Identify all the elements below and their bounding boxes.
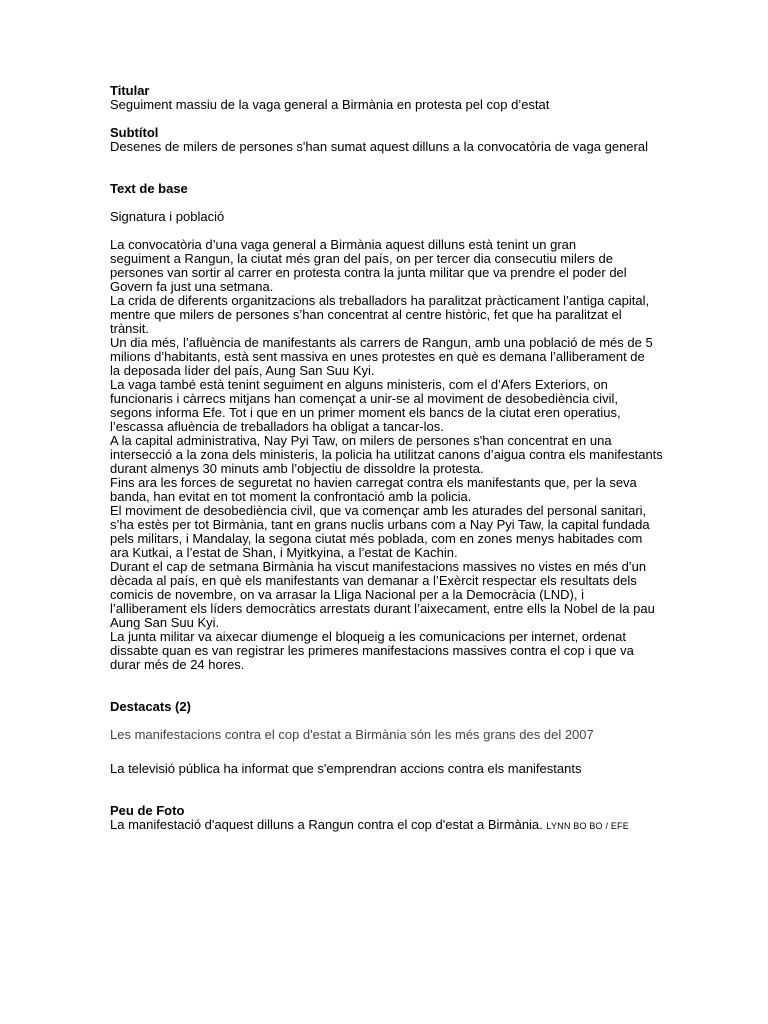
peu-de-foto-label: Peu de Foto <box>110 803 185 818</box>
spacer <box>110 224 670 238</box>
body-line: La junta militar va aixecar diumenge el bloqueig a les comunicacions per internet, ordenat <box>110 629 626 644</box>
body-line: seguiment a Rangun, la ciutat més gran del país, on per tercer dia consecutiu milers de <box>110 251 613 266</box>
body-line: Fins ara les forces de seguretat no havien carregat contra els manifestants que, per la seva <box>110 475 637 490</box>
signatura-text: Signatura i població <box>110 209 225 224</box>
body-line: segons informa Efe. Tot i que en un primer moment els bancs de la ciutat eren operatius, <box>110 405 621 420</box>
body-line: A la capital administrativa, Nay Pyi Taw, on milers de persones s'han concentrat en una <box>110 433 612 448</box>
titular-text: Seguiment massiu de la vaga general a Birmània en protesta pel cop d’estat <box>110 97 550 112</box>
body-line: milions d’habitants, està sent massiva en unes protestes en què es demana l’alliberament de <box>110 349 645 364</box>
spacer <box>110 742 670 762</box>
body-line: Aung San Suu Kyi. <box>110 615 220 630</box>
body-text <box>110 238 670 672</box>
titular-label: Titular <box>110 83 150 98</box>
body-line: la deposada líder del país, Aung San Suu Kyi. <box>110 363 375 378</box>
body-line: El moviment de desobediència civil, que va començar amb les aturades del personal sanitari, <box>110 503 647 518</box>
body-line: Govern fa just una setmana. <box>110 279 274 294</box>
body-line: Durant el cap de setmana Birmània ha viscut manifestacions massives no vistes en més d’un <box>110 559 647 574</box>
body-line: durant almenys 30 minuts amb l’objectiu de dissoldre la protesta. <box>110 461 484 476</box>
body-line: La vaga també està tenint seguiment en alguns ministeris, com el d’Afers Exteriors, on <box>110 377 608 392</box>
peu-de-foto-line <box>110 818 670 833</box>
spacer <box>110 112 670 126</box>
document-page <box>110 84 670 833</box>
body-line: persones van sortir al carrer en protesta contra la junta militar que va prendre el poder del <box>110 265 627 280</box>
destacats-label: Destacats (2) <box>110 699 191 714</box>
body-line: dissabte quan es van registrar les primeres manifestacions massives contra el cop i que va <box>110 643 634 658</box>
body-line: pels militars, i Mandalay, la segona ciutat més poblada, com en zones menys habitades com <box>110 531 643 546</box>
subtitol-text: Desenes de milers de persones s'han sumat aquest dilluns a la convocatòria de vaga general <box>110 139 648 154</box>
spacer <box>110 714 670 728</box>
spacer <box>110 196 670 210</box>
subtitol-label: Subtítol <box>110 125 159 140</box>
body-line: La convocatòria d’una vaga general a Birmània aquest dilluns està tenint un gran <box>110 237 577 252</box>
spacer <box>110 154 670 182</box>
destacat-item: La televisió pública ha informat que s'emprendran accions contra els manifestants <box>110 761 582 776</box>
spacer <box>110 672 670 700</box>
destacat-item: Les manifestacions contra el cop d'estat a Birmània són les més grans des del 2007 <box>110 727 594 742</box>
body-line: l’alliberament els líders democràtics arrestats durant l’aixecament, entre ells la Nobel de la pau <box>110 601 655 616</box>
body-line: trànsit. <box>110 321 150 336</box>
body-line: l’escassa afluència de treballadors ha obligat a tancar-los. <box>110 419 444 434</box>
body-line: ara Kutkai, a l’estat de Shan, i Myitkyina, a l’estat de Kachin. <box>110 545 458 560</box>
photo-credit: LYNN BO BO / EFE <box>546 821 629 831</box>
body-line: funcionaris i càrrecs mitjans han començat a unir-se al moviment de desobediència civil, <box>110 391 618 406</box>
body-line: durar més de 24 hores. <box>110 657 245 672</box>
body-line: s’ha estès per tot Birmània, tant en grans nuclis urbans com a Nay Pyi Taw, la capital fundada <box>110 517 650 532</box>
body-line: banda, han evitat en tot moment la confrontació amb la policia. <box>110 489 472 504</box>
body-line: comicis de novembre, on va arrasar la Lliga Nacional per a la Democràcia (LND), i <box>110 587 584 602</box>
text-de-base-label: Text de base <box>110 181 188 196</box>
body-line: intersecció a la zona dels ministeris, la policia ha utilitzat canons d’aigua contra els manifestants <box>110 447 663 462</box>
body-line: Un dia més, l’afluència de manifestants als carrers de Rangun, amb una població de més de 5 <box>110 335 653 350</box>
body-line: La crida de diferents organitzacions als treballadors ha paralitzat pràcticament l’antiga capital, <box>110 293 650 308</box>
body-line: dècada al país, en què els manifestants van demanar a l’Exèrcit respectar els resultats dels <box>110 573 637 588</box>
body-line: mentre que milers de persones s’han concentrat al centre històric, fet que ha paralitzat el <box>110 307 622 322</box>
peu-de-foto-text: La manifestació d'aquest dilluns a Rangun contra el cop d'estat a Birmània. <box>110 817 543 832</box>
spacer <box>110 776 670 804</box>
